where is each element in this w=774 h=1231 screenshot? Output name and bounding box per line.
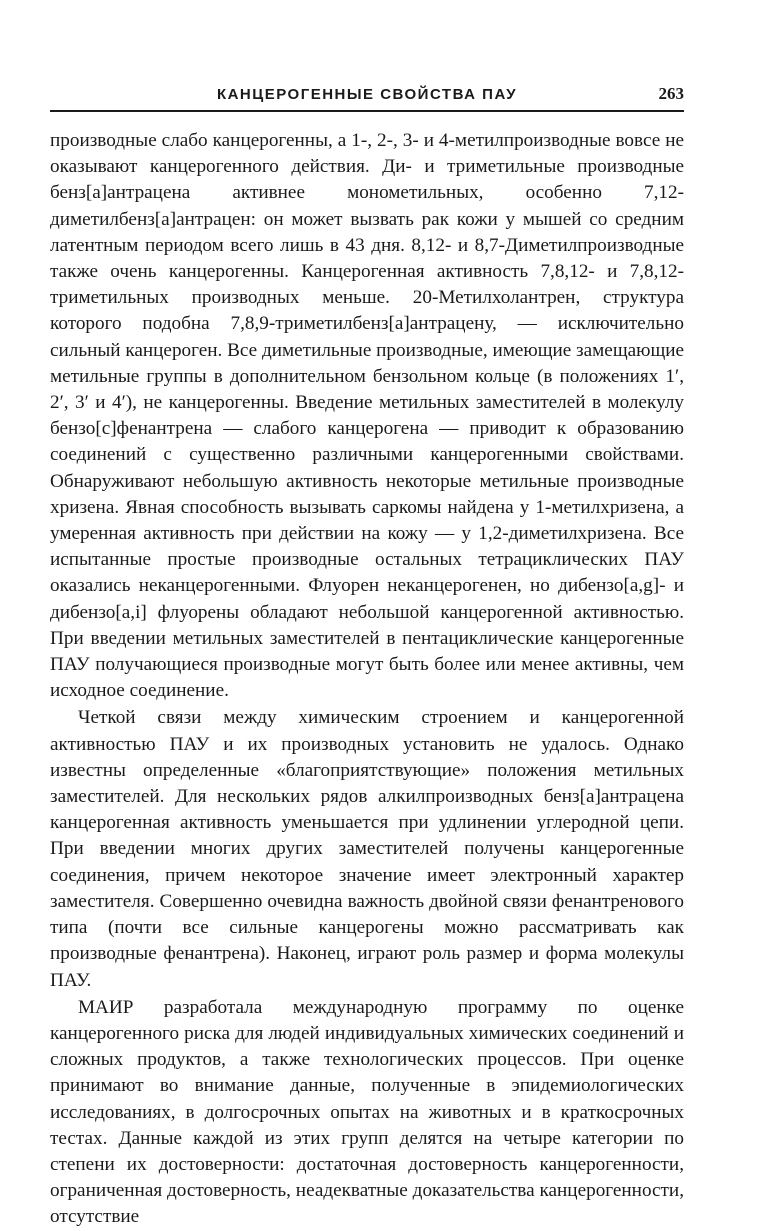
running-header [50, 80, 684, 110]
running-title: КАНЦЕРОГЕННЫЕ СВОЙСТВА ПАУ [216, 86, 518, 103]
paragraph-iarc-program: МАИР разработала международную программу по оценке канцерогенного риска для людей индивидуальных химических соединений и сложных продуктов, а также технологических процессов. При оценке принимают во внимание данные, полученные в эпидемиологических исследованиях, в долгосрочных опытах на животных и в краткосрочных тестах. Данные каждой из этих групп делятся на четыре категории по степени их достоверности: достаточная достоверность канцерогенности, ограниченная достоверность, неадекватные доказательства канцерогенности, отсутствие [50, 996, 684, 1228]
page-number: 263 [658, 84, 684, 103]
book-page [50, 80, 684, 1231]
paragraph-continued: производные слабо канцерогенны, а 1-, 2-, 3- и 4-метилпроизводные вовсе не оказывают канцерогенного действия. Ди- и триметильные производные бенз[a]антрацена активнее монометильных, особенно 7,12-диметилбенз[a]антрацен: он может вызвать рак кожи у мышей со средним латентным периодом всего лишь в 43 дня. 8,12- и 8,7-Диметилпроизводные также очень канцерогенны. Канцерогенная активность 7,8,12- и 7,8,12-триметильных производных меньше. 20-Метилхолантрен, структура которого подобна 7,8,9-триметилбенз[a]антрацену, — исключительно сильный канцероген. Все диметильные производные, имеющие замещающие метильные группы в дополнительном бензольном кольце (в положениях 1′, 2′, 3′ и 4′), не канцерогенны. Введение метильных заместителей в молекулу бензо[c]фенантрена — слабого канцерогена — приводит к образованию соединений с существенно различными канцерогенными свойствами. Обнаруживают небольшую активность некоторые метильные производные хризена. Явная способность вызывать саркомы найдена у 1-метилхризена, а умеренная активность при действии на кожу — у 1,2-диметилхризена. Все испытанные простые производные остальных тетрациклических ПАУ оказались неканцерогенными. Флуорен неканцерогенен, но дибензо[a,g]- и дибензо[a,i] флуорены обладают небольшой канцерогенной активностью. При введении метильных заместителей в пентациклические канцерогенные ПАУ получающиеся производные могут быть более или менее активны, чем исходное соединение. [50, 130, 684, 702]
paragraph-structure-activity: Четкой связи между химическим строением и канцерогенной активностью ПАУ и их производных установить не удалось. Однако известны определенные «благоприятствующие» положения метильных заместителей. Для нескольких рядов алкилпроизводных бенз[a]антрацена канцерогенная активность уменьшается при удлинении углеродной цепи. При введении многих других заместителей получены канцерогенные соединения, причем некоторое значение имеет электронный характер заместителя. Совершенно очевидна важность двойной связи фенантренового типа (почти все сильные канцерогены можно рассматривать как производные фенантрена). Наконец, играют роль размер и форма молекулы ПАУ. [50, 707, 684, 991]
header-rule [50, 110, 684, 112]
